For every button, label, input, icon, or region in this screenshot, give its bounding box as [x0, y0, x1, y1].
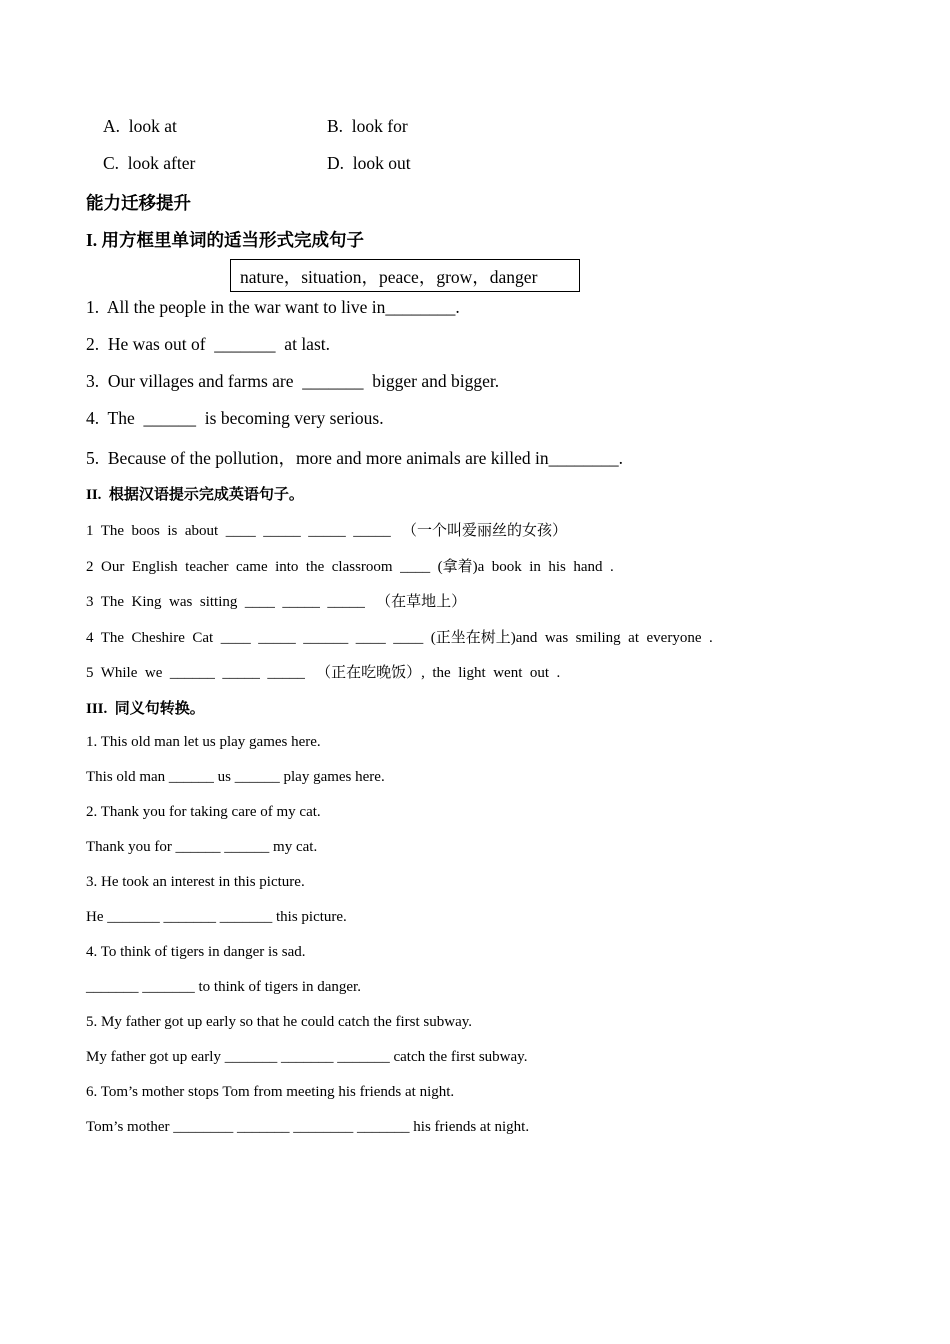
- part2-item: 3 The King was sitting ____ _____ _____ （在草地上）: [86, 594, 467, 610]
- part3-line: Thank you for ______ ______ my cat.: [86, 839, 318, 855]
- part3-line: 1. This old man let us play games here.: [86, 734, 321, 750]
- section-heading: 能力迁移提升: [86, 193, 191, 213]
- part3-line: 2. Thank you for taking care of my cat.: [86, 804, 321, 820]
- part3-line: 6. Tom’s mother stops Tom from meeting his friends at night.: [86, 1084, 455, 1100]
- part3-line: 3. He took an interest in this picture.: [86, 874, 305, 890]
- part2-item: 2 Our English teacher came into the classroom ____ (拿着)a book in his hand .: [86, 559, 614, 575]
- part3-line: This old man ______ us ______ play games here.: [86, 769, 385, 785]
- part3-line: 4. To think of tigers in danger is sad.: [86, 944, 306, 960]
- part2-item: 4 The Cheshire Cat ____ _____ ______ ____ ____ (正坐在树上)and was smiling at everyone .: [86, 630, 713, 646]
- part3-line: _______ _______ to think of tigers in danger.: [86, 979, 361, 995]
- part2-item: 5 While we ______ _____ _____ （正在吃晚饭）, the light went out .: [86, 665, 561, 681]
- part3-line: 5. My father got up early so that he could catch the first subway.: [86, 1014, 473, 1030]
- part3-heading: III. 同义句转换。: [86, 701, 205, 717]
- word-box: [230, 259, 580, 292]
- part1-item: 1. All the people in the war want to live in________.: [86, 297, 460, 317]
- part3-line: My father got up early _______ _______ _______ catch the first subway.: [86, 1049, 528, 1065]
- option-c: C. look after: [103, 153, 196, 173]
- part1-item: 4. The ______ is becoming very serious.: [86, 408, 384, 428]
- option-d: D. look out: [327, 153, 411, 173]
- part1-heading: I. 用方框里单词的适当形式完成句子: [86, 230, 365, 250]
- part1-item: 2. He was out of _______ at last.: [86, 334, 330, 354]
- part1-item: 5. Because of the pollution，more and more animals are killed in________.: [86, 448, 624, 468]
- part3-line: Tom’s mother ________ _______ ________ _______ his friends at night.: [86, 1119, 530, 1135]
- word-box-text: nature，situation，peace，grow，danger: [240, 267, 538, 287]
- part1-item: 3. Our villages and farms are _______ bigger and bigger.: [86, 371, 500, 391]
- option-b: B. look for: [327, 116, 408, 136]
- part2-heading: II. 根据汉语提示完成英语句子。: [86, 487, 304, 503]
- part2-item: 1 The boos is about ____ _____ _____ _____ （一个叫爱丽丝的女孩）: [86, 523, 567, 539]
- option-a: A. look at: [103, 116, 177, 136]
- part3-line: He _______ _______ _______ this picture.: [86, 909, 347, 925]
